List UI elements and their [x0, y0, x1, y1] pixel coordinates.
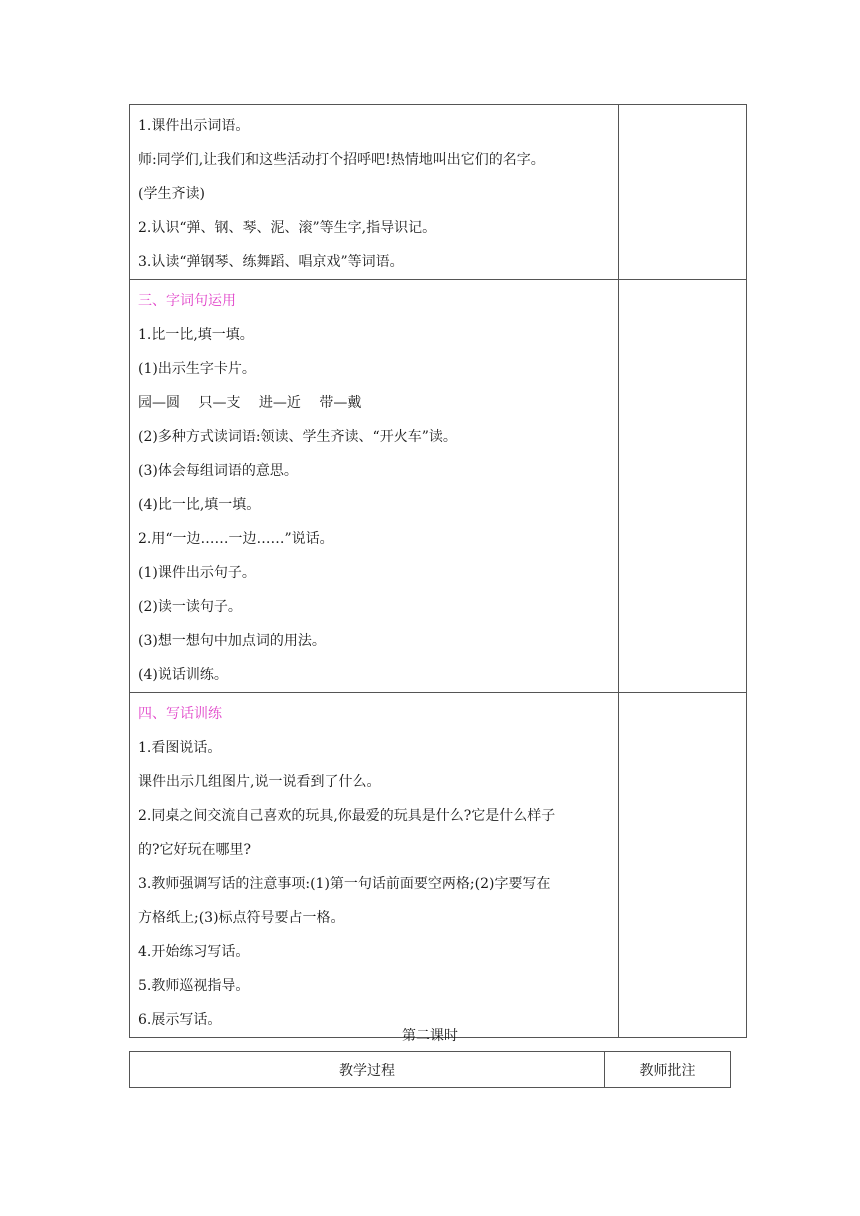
section-three-line-7: 2.用“一边……一边……”说话。: [138, 531, 334, 547]
section-four-annotation-cell: [619, 693, 747, 1038]
teacher-notes-header: 教师批注: [605, 1052, 731, 1088]
section-four-line-6: 方格纸上;(3)标点符号要占一格。: [138, 910, 345, 926]
section-four-line-4: 的?它好玩在哪里?: [138, 842, 252, 858]
section-four-line-5: 3.教师强调写话的注意事项:(1)第一句话前面要空两格;(2)字要写在: [138, 876, 551, 892]
section-three-line-3: 园—圆 只—支 进—近 带—戴: [138, 395, 362, 411]
table-row-four: [130, 693, 747, 1038]
teaching-process-header: 教学过程: [130, 1052, 605, 1088]
top-annotation-cell: [619, 105, 747, 280]
top-section-cell: [130, 105, 619, 280]
top-line-4: 2.认识“弹、钢、琴、泥、滚”等生字,指导识记。: [138, 220, 437, 236]
section-three-cell: [130, 280, 619, 693]
section-four-heading: 四、写话训练: [138, 706, 222, 722]
top-line-2: 师:同学们,让我们和这些活动打个招呼吧!热情地叫出它们的名字。: [138, 152, 545, 168]
lesson-caption: 第二课时: [402, 1028, 458, 1044]
top-line-5: 3.认读“弹钢琴、练舞蹈、唱京戏”等词语。: [138, 254, 404, 270]
top-line-3: (学生齐读): [138, 186, 205, 202]
section-three-annotation-cell: [619, 280, 747, 693]
section-four-line-2: 课件出示几组图片,说一说看到了什么。: [138, 774, 381, 790]
section-three-line-8: (1)课件出示句子。: [138, 565, 256, 581]
section-three-line-5: (3)体会每组词语的意思。: [138, 463, 298, 479]
section-three-line-9: (2)读一读句子。: [138, 599, 242, 615]
section-three-line-1: 1.比一比,填一填。: [138, 327, 254, 343]
header-row: [130, 1052, 731, 1088]
section-three-line-6: (4)比一比,填一填。: [138, 497, 261, 513]
section-three-line-10: (3)想一想句中加点词的用法。: [138, 633, 326, 649]
section-four-line-1: 1.看图说话。: [138, 740, 222, 756]
table-row-top: [130, 105, 747, 280]
section-three-heading: 三、字词句运用: [138, 293, 236, 309]
header-table: [129, 1051, 731, 1088]
section-four-line-8: 5.教师巡视指导。: [138, 978, 250, 994]
section-four-line-9: 6.展示写话。: [138, 1012, 222, 1028]
section-four-cell: [130, 693, 619, 1038]
lesson-table: [129, 104, 747, 1038]
section-three-line-2: (1)出示生字卡片。: [138, 361, 256, 377]
section-three-line-11: (4)说话训练。: [138, 667, 228, 683]
section-three-line-4: (2)多种方式读词语:领读、学生齐读、“开火车”读。: [138, 429, 457, 445]
section-four-line-7: 4.开始练习写话。: [138, 944, 250, 960]
top-line-1: 1.课件出示词语。: [138, 118, 250, 134]
table-row-three: [130, 280, 747, 693]
section-four-line-3: 2.同桌之间交流自己喜欢的玩具,你最爱的玩具是什么?它是什么样子: [138, 808, 556, 824]
